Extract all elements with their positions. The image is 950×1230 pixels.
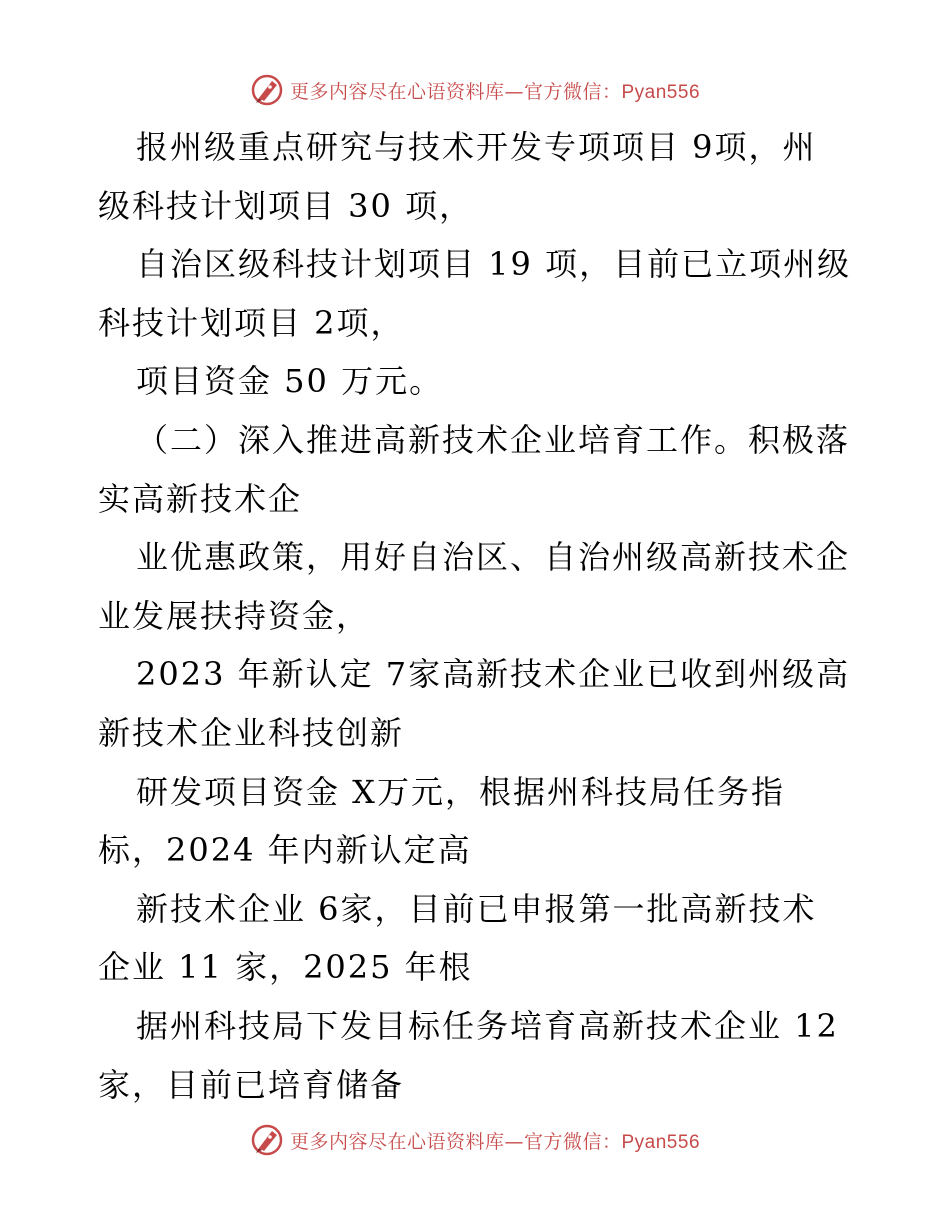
- body-line: 标，2024 年内新认定高: [98, 831, 472, 870]
- header-banner-wechat-id: Pyan556: [621, 81, 701, 103]
- header-banner-wechat-label: 官方微信：: [523, 80, 622, 103]
- body-line: 新技术企业 6家，目前已申报第一批高新技术: [136, 889, 817, 928]
- pen-nib-logo-icon: [250, 1123, 284, 1157]
- body-line: 研发项目资金 X万元，根据州科技局任务指: [136, 772, 785, 811]
- body-line: 家，目前已培育储备: [98, 1065, 405, 1104]
- body-line: 企业 11 家，2025 年根: [98, 948, 473, 987]
- footer-banner: [0, 1120, 950, 1160]
- footer-banner-inner: [250, 1123, 700, 1157]
- body-line: （二）深入推进高新技术企业培育工作。积极落: [136, 420, 851, 459]
- footer-banner-separator: —: [504, 1130, 524, 1153]
- body-line: 自治区级科技计划项目 19 项，目前已立项州级: [136, 245, 852, 284]
- body-line: 级科技计划项目 30 项，: [98, 186, 474, 225]
- footer-banner-wechat-id: Pyan556: [621, 1131, 701, 1153]
- footer-banner-text: [290, 1127, 700, 1154]
- header-banner-title: 更多内容尽在心语资料库: [289, 80, 505, 103]
- body-line: 据州科技局下发目标任务培育高新技术企业 12: [136, 1006, 839, 1045]
- body-line: 科技计划项目 2项，: [98, 303, 405, 342]
- pen-nib-logo-icon: [250, 73, 284, 107]
- footer-banner-title: 更多内容尽在心语资料库: [289, 1130, 505, 1153]
- body-line: 项目资金 50 万元。: [136, 362, 444, 401]
- document-body: [98, 118, 858, 1114]
- body-line: 业发展扶持资金，: [98, 596, 371, 635]
- header-banner-text: [290, 77, 700, 104]
- body-line: 实高新技术企: [98, 479, 303, 518]
- footer-banner-wechat-label: 官方微信：: [523, 1130, 622, 1153]
- body-line: 2023 年新认定 7家高新技术企业已收到州级高: [136, 655, 851, 694]
- header-banner-inner: [250, 73, 700, 107]
- body-line: 新技术企业科技创新: [98, 713, 405, 752]
- header-banner-separator: —: [504, 80, 524, 103]
- body-line: 业优惠政策，用好自治区、自治州级高新技术企: [136, 538, 851, 577]
- body-line: 报州级重点研究与技术开发专项项目 9项，州: [136, 128, 817, 166]
- header-banner: [0, 70, 950, 110]
